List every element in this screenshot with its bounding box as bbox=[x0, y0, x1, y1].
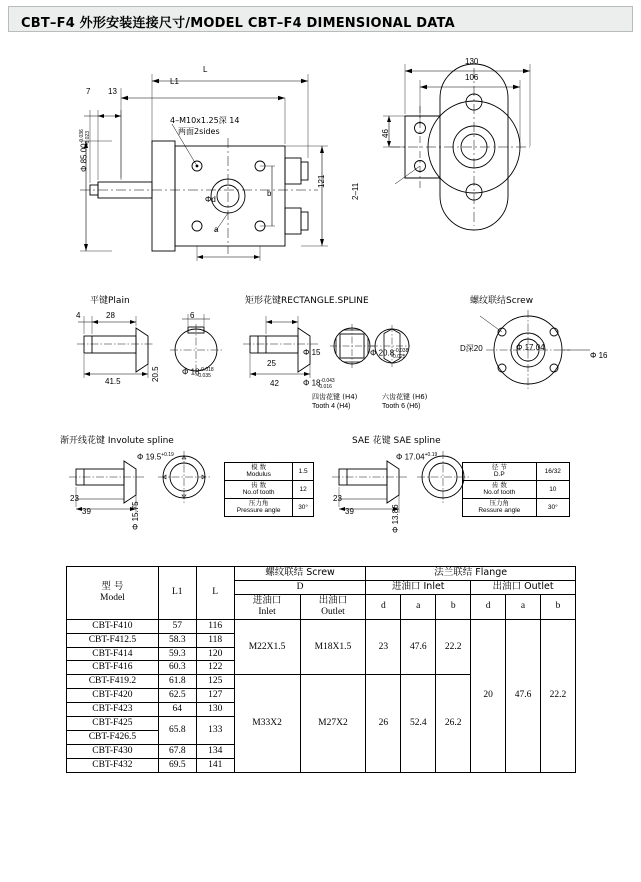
dim-phi85-label bbox=[80, 131, 92, 172]
dim-phi85-tol-dn: -0.023 bbox=[85, 131, 92, 146]
row5-l1: 62.5 bbox=[158, 689, 196, 703]
header-screw-inlet: 进油口 Inlet bbox=[234, 594, 300, 619]
dim-130-label: 130 bbox=[465, 57, 479, 66]
flange-out-b: 22.2 bbox=[540, 619, 575, 772]
header-screw-outlet: 出油口 Outlet bbox=[300, 594, 366, 619]
row10-l: 141 bbox=[196, 758, 234, 772]
involute-row1-value: 12 bbox=[293, 480, 314, 498]
header-l: L bbox=[196, 567, 234, 620]
involute-section-title: 渐开线花键 Involute spline bbox=[60, 436, 174, 446]
left-assembly-drawing bbox=[60, 46, 360, 266]
rect-dim-phi15: Φ 15 bbox=[303, 348, 321, 357]
sae-row1-label: 齿 数 No.of tooth bbox=[463, 480, 537, 498]
dim-L-label: L bbox=[203, 65, 208, 74]
row2-l: 120 bbox=[196, 647, 234, 661]
screw-section-title: 螺纹联结Screw bbox=[470, 296, 534, 306]
page-title-bar bbox=[8, 6, 633, 32]
flange-in-b-top: 22.2 bbox=[436, 619, 471, 675]
row6-l: 130 bbox=[196, 703, 234, 717]
rect-dim-phi18: Φ $18^{-0.043}_{-0.016}$ bbox=[303, 378, 335, 391]
table-row bbox=[225, 480, 314, 498]
table-header-row-1 bbox=[67, 567, 576, 581]
row4-l: 125 bbox=[196, 675, 234, 689]
sae-row0-value: 16/32 bbox=[536, 463, 569, 481]
header-screw-d: D bbox=[234, 580, 366, 594]
row7-model: CBT-F425 bbox=[67, 717, 159, 731]
sae-dim-phi13-86: Φ 13.86 bbox=[391, 504, 400, 533]
rect-dim-42: 42 bbox=[270, 379, 279, 388]
screw-dim-phi17: Φ 17.04 bbox=[516, 343, 545, 352]
row6-l1: 64 bbox=[158, 703, 196, 717]
involute-dim-23: 23 bbox=[70, 494, 79, 503]
sae-spec-table bbox=[462, 462, 570, 517]
row3-model: CBT-F416 bbox=[67, 661, 159, 675]
involute-dim-phi15-75: Φ 15.75 bbox=[131, 501, 140, 530]
sae-section-title: SAE 花键 SAE spline bbox=[352, 436, 441, 446]
rect-dim-25: 25 bbox=[267, 359, 276, 368]
table-row bbox=[463, 463, 570, 481]
plain-dim-28: 28 bbox=[106, 311, 115, 320]
plain-dim-20-5: 20.5 bbox=[151, 366, 160, 382]
header-in-b: b bbox=[436, 594, 471, 619]
header-flange: 法兰联结 Flange bbox=[366, 567, 576, 581]
plain-section-title: 平键Plain bbox=[90, 296, 130, 306]
header-flange-outlet: 出油口 Outlet bbox=[471, 580, 576, 594]
row9-l: 134 bbox=[196, 744, 234, 758]
plain-dim-4: 4 bbox=[76, 311, 81, 320]
header-out-d: d bbox=[471, 594, 506, 619]
row1-model: CBT-F412.5 bbox=[67, 633, 159, 647]
screw-inlet-bottom: M33X2 bbox=[234, 675, 300, 772]
dim-phi85-tol-up: -0.036 bbox=[79, 129, 85, 144]
dimensional-data-table-wrap bbox=[66, 566, 576, 773]
header-out-b: b bbox=[540, 594, 575, 619]
plain-dim-41-5: 41.5 bbox=[105, 377, 121, 386]
header-screw: 螺纹联结 Screw bbox=[234, 567, 366, 581]
flange-in-d-top: 23 bbox=[366, 619, 401, 675]
row3-l1: 60.3 bbox=[158, 661, 196, 675]
dim-phi85-value: Φ 85.00 bbox=[79, 143, 89, 172]
dimensional-data-table bbox=[66, 566, 576, 773]
table-row bbox=[67, 619, 576, 633]
involute-row0-value: 1.5 bbox=[293, 463, 314, 481]
screw-dim-D20: D深20 bbox=[460, 344, 483, 353]
involute-dim-39: 39 bbox=[82, 507, 91, 516]
row1-l: 118 bbox=[196, 633, 234, 647]
row5-l: 127 bbox=[196, 689, 234, 703]
plain-key-drawing bbox=[72, 306, 237, 396]
dim-a-label: a bbox=[214, 225, 219, 234]
dim-121-label: 121 bbox=[317, 174, 326, 188]
row3-l: 122 bbox=[196, 661, 234, 675]
row9-model: CBT-F430 bbox=[67, 744, 159, 758]
flange-in-d-bottom: 26 bbox=[366, 675, 401, 772]
row7-l: 133 bbox=[196, 717, 234, 745]
row5-model: CBT-F420 bbox=[67, 689, 159, 703]
involute-row2-label: 压力角 Pressure angle bbox=[225, 498, 293, 516]
rect-tooth6-cn: 六齿花键 (H6) bbox=[382, 393, 428, 401]
involute-dim-phi19-5: Φ $19.5^{+0.19}$ bbox=[137, 452, 174, 462]
table-row bbox=[463, 480, 570, 498]
plain-dim-phi18: Φ $18^{-0.018}_{-0.035}$ bbox=[182, 367, 214, 380]
dim-46-label: 46 bbox=[381, 129, 390, 138]
row4-l1: 61.8 bbox=[158, 675, 196, 689]
row0-l1: 57 bbox=[158, 619, 196, 633]
two-sides-label: 两面2sides bbox=[178, 127, 220, 136]
dim-d-label: Φd bbox=[205, 195, 216, 204]
flange-out-a: 47.6 bbox=[506, 619, 541, 772]
screw-outlet-bottom: M27X2 bbox=[300, 675, 366, 772]
dim-L1-label: L1 bbox=[170, 77, 179, 86]
dim-106-label: 106 bbox=[465, 73, 479, 82]
page-title: CBT–F4 外形安装连接尺寸/MODEL CBT–F4 DIMENSIONAL DATA bbox=[21, 16, 455, 31]
screw-inlet-top: M22X1.5 bbox=[234, 619, 300, 675]
header-l1: L1 bbox=[158, 567, 196, 620]
row4-model: CBT-F419.2 bbox=[67, 675, 159, 689]
flange-in-b-bottom: 26.2 bbox=[436, 675, 471, 772]
header-in-d: d bbox=[366, 594, 401, 619]
sae-row1-value: 10 bbox=[536, 480, 569, 498]
flange-in-a-top: 47.6 bbox=[401, 619, 436, 675]
involute-row1-label: 齿 数 No.of tooth bbox=[225, 480, 293, 498]
rect-tooth4-cn: 四齿花键 (H4) bbox=[312, 393, 358, 401]
row2-model: CBT-F414 bbox=[67, 647, 159, 661]
rect-tooth6-en: Tooth 6 (H6) bbox=[382, 403, 421, 410]
screw-outlet-top: M18X1.5 bbox=[300, 619, 366, 675]
row2-l1: 59.3 bbox=[158, 647, 196, 661]
table-row bbox=[463, 498, 570, 516]
row9-l1: 67.8 bbox=[158, 744, 196, 758]
row0-model: CBT-F410 bbox=[67, 619, 159, 633]
header-flange-inlet: 进油口 Inlet bbox=[366, 580, 471, 594]
dim-2-11-label: 2–11 bbox=[351, 182, 360, 200]
sae-row2-value: 30° bbox=[536, 498, 569, 516]
row6-model: CBT-F423 bbox=[67, 703, 159, 717]
involute-row0-label: 模 数 Modulus bbox=[225, 463, 293, 481]
sae-row0-label: 径 节 D.P bbox=[463, 463, 537, 481]
row7-l1: 65.8 bbox=[158, 717, 196, 745]
dim-13-label: 13 bbox=[108, 87, 117, 96]
dim-7-label: 7 bbox=[86, 87, 91, 96]
header-model: 型 号 Model bbox=[67, 567, 159, 620]
flange-out-d: 20 bbox=[471, 619, 506, 772]
sae-dim-phi17-04: Φ $17.04^{+0.19}$ bbox=[396, 452, 438, 462]
sae-dim-39: 39 bbox=[345, 507, 354, 516]
row1-l1: 58.3 bbox=[158, 633, 196, 647]
flange-in-a-bottom: 52.4 bbox=[401, 675, 436, 772]
sae-dim-23: 23 bbox=[333, 494, 342, 503]
row0-l: 116 bbox=[196, 619, 234, 633]
sae-row2-label: 压力角 Ressure angle bbox=[463, 498, 537, 516]
screw-callout-label: 4–M10x1.25深 14 bbox=[170, 116, 240, 125]
row10-model: CBT-F432 bbox=[67, 758, 159, 772]
plain-dim-6: 6 bbox=[190, 311, 195, 320]
header-in-a: a bbox=[401, 594, 436, 619]
rect-tooth4-en: Tooth 4 (H4) bbox=[312, 403, 351, 410]
right-face-drawing bbox=[365, 46, 615, 266]
row10-l1: 69.5 bbox=[158, 758, 196, 772]
table-row bbox=[225, 498, 314, 516]
rect-dim-phi20-8: Φ $20.8^{-0.038}_{-0.025}$ bbox=[370, 348, 409, 361]
involute-row2-value: 30° bbox=[293, 498, 314, 516]
row8-model: CBT-F426.5 bbox=[67, 731, 159, 745]
rectangle-section-title: 矩形花键RECTANGLE.SPLINE bbox=[245, 296, 369, 306]
screw-dim-phi16: Φ 16 bbox=[590, 351, 608, 360]
header-out-a: a bbox=[506, 594, 541, 619]
dim-b-label: b bbox=[267, 189, 272, 198]
table-row bbox=[225, 463, 314, 481]
involute-spec-table bbox=[224, 462, 314, 517]
